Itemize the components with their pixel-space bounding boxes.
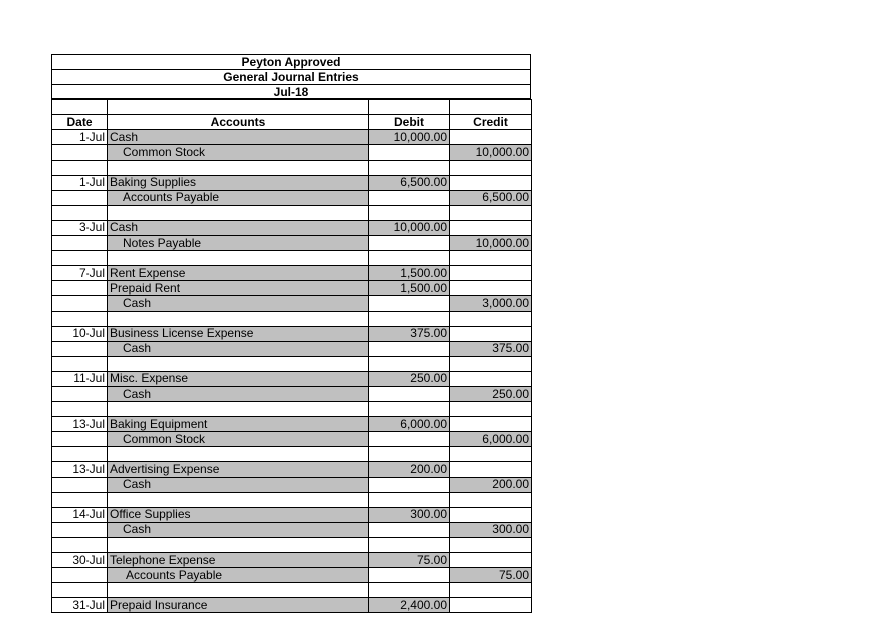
journal-line (52, 371, 532, 386)
account-name: Prepaid Rent (108, 281, 369, 296)
entry-date (52, 236, 108, 251)
entry-date (52, 432, 108, 447)
entry-date: 7-Jul (52, 266, 108, 281)
debit-amount (369, 568, 450, 583)
credit-amount: 250.00 (450, 386, 532, 401)
account-name: Cash (108, 477, 369, 492)
entry-date: 10-Jul (52, 326, 108, 341)
credit-amount: 200.00 (450, 477, 532, 492)
journal-sheet (51, 54, 531, 613)
entry-date (52, 190, 108, 205)
journal-line (52, 417, 532, 432)
credit-amount (450, 417, 532, 432)
entry-date (52, 145, 108, 160)
debit-amount (369, 341, 450, 356)
blank-row (52, 583, 532, 598)
credit-amount: 10,000.00 (450, 236, 532, 251)
journal-line (52, 386, 532, 401)
journal-table (51, 99, 532, 613)
entry-date: 13-Jul (52, 462, 108, 477)
blank-row (52, 492, 532, 507)
col-header-debit: Debit (369, 115, 450, 130)
account-name: Cash (108, 341, 369, 356)
credit-amount (450, 598, 532, 613)
debit-amount: 1,500.00 (369, 266, 450, 281)
entry-date: 1-Jul (52, 175, 108, 190)
entry-date: 31-Jul (52, 598, 108, 613)
journal-line (52, 266, 532, 281)
credit-amount (450, 553, 532, 568)
account-name: Telephone Expense (108, 553, 369, 568)
debit-amount: 300.00 (369, 507, 450, 522)
account-name: Misc. Expense (108, 371, 369, 386)
entry-date: 13-Jul (52, 417, 108, 432)
debit-amount: 200.00 (369, 462, 450, 477)
col-header-credit: Credit (450, 115, 532, 130)
debit-amount: 375.00 (369, 326, 450, 341)
journal-line (52, 190, 532, 205)
entry-date (52, 568, 108, 583)
credit-amount: 300.00 (450, 522, 532, 537)
blank-row (52, 160, 532, 175)
account-name: Accounts Payable (108, 190, 369, 205)
entry-date: 14-Jul (52, 507, 108, 522)
credit-amount: 3,000.00 (450, 296, 532, 311)
credit-amount (450, 281, 532, 296)
account-name: Prepaid Insurance (108, 598, 369, 613)
credit-amount (450, 175, 532, 190)
col-header-accounts: Accounts (108, 115, 369, 130)
journal-line (52, 236, 532, 251)
journal-line (52, 522, 532, 537)
credit-amount (450, 462, 532, 477)
account-name: Common Stock (108, 432, 369, 447)
credit-amount (450, 220, 532, 235)
journal-line (52, 175, 532, 190)
credit-amount (450, 326, 532, 341)
entry-date (52, 522, 108, 537)
journal-line (52, 220, 532, 235)
account-name: Cash (108, 386, 369, 401)
account-name: Office Supplies (108, 507, 369, 522)
debit-amount (369, 145, 450, 160)
journal-line (52, 462, 532, 477)
account-name: Baking Supplies (108, 175, 369, 190)
credit-amount: 6,000.00 (450, 432, 532, 447)
credit-amount: 10,000.00 (450, 145, 532, 160)
blank-row (52, 402, 532, 417)
credit-amount (450, 266, 532, 281)
credit-amount: 6,500.00 (450, 190, 532, 205)
debit-amount (369, 432, 450, 447)
journal-line (52, 326, 532, 341)
col-header-date: Date (52, 115, 108, 130)
entry-date (52, 341, 108, 356)
blank-row (52, 537, 532, 552)
account-name: Rent Expense (108, 266, 369, 281)
account-name: Cash (108, 296, 369, 311)
blank-row (52, 356, 532, 371)
journal-line (52, 281, 532, 296)
debit-amount (369, 477, 450, 492)
blank-row (52, 447, 532, 462)
debit-amount (369, 190, 450, 205)
journal-line (52, 507, 532, 522)
debit-amount: 1,500.00 (369, 281, 450, 296)
account-name: Cash (108, 522, 369, 537)
blank-row (52, 251, 532, 266)
account-name: Business License Expense (108, 326, 369, 341)
account-name: Common Stock (108, 145, 369, 160)
debit-amount: 75.00 (369, 553, 450, 568)
journal-line (52, 568, 532, 583)
account-name: Cash (108, 220, 369, 235)
entry-date: 3-Jul (52, 220, 108, 235)
entry-date (52, 477, 108, 492)
account-name: Notes Payable (108, 236, 369, 251)
credit-amount: 75.00 (450, 568, 532, 583)
journal-line (52, 145, 532, 160)
entry-date (52, 386, 108, 401)
journal-title: General Journal Entries (51, 69, 531, 84)
journal-line (52, 553, 532, 568)
entry-date: 11-Jul (52, 371, 108, 386)
debit-amount (369, 296, 450, 311)
credit-amount: 375.00 (450, 341, 532, 356)
entry-date (52, 281, 108, 296)
debit-amount: 6,000.00 (369, 417, 450, 432)
journal-line (52, 296, 532, 311)
blank-row (52, 100, 532, 115)
account-name: Advertising Expense (108, 462, 369, 477)
company-name: Peyton Approved (51, 54, 531, 69)
journal-line (52, 598, 532, 613)
journal-line (52, 477, 532, 492)
entry-date: 30-Jul (52, 553, 108, 568)
journal-line (52, 432, 532, 447)
debit-amount: 6,500.00 (369, 175, 450, 190)
account-name: Accounts Payable (108, 568, 369, 583)
credit-amount (450, 507, 532, 522)
blank-row (52, 311, 532, 326)
debit-amount (369, 386, 450, 401)
entry-date (52, 296, 108, 311)
blank-row (52, 205, 532, 220)
journal-period: Jul-18 (51, 84, 531, 99)
debit-amount (369, 522, 450, 537)
account-name: Baking Equipment (108, 417, 369, 432)
debit-amount: 10,000.00 (369, 220, 450, 235)
credit-amount (450, 130, 532, 145)
column-header-row (52, 115, 532, 130)
debit-amount: 2,400.00 (369, 598, 450, 613)
debit-amount: 10,000.00 (369, 130, 450, 145)
debit-amount: 250.00 (369, 371, 450, 386)
account-name: Cash (108, 130, 369, 145)
entry-date: 1-Jul (52, 130, 108, 145)
credit-amount (450, 371, 532, 386)
debit-amount (369, 236, 450, 251)
journal-line (52, 341, 532, 356)
journal-line (52, 130, 532, 145)
